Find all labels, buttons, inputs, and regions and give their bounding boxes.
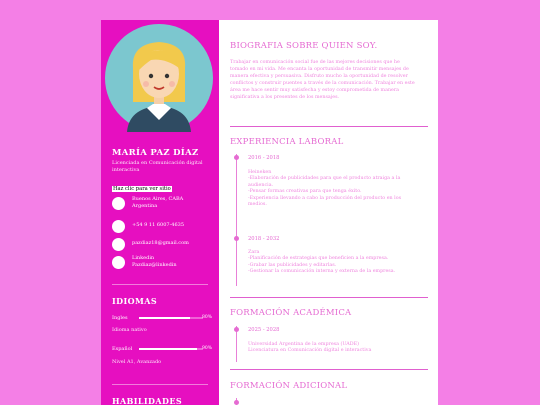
entry-line: -Gestionar la comunicación interna y externa de la empresa. [248, 269, 396, 275]
education-heading: FORMACIÓN ACADÉMICA [230, 308, 352, 318]
contact-phone [112, 219, 216, 235]
resume-main [230, 20, 429, 405]
contact-email [112, 237, 216, 253]
entry-line: -Grabar las publicidades y editarlas. [248, 262, 337, 268]
language-percent: 80% [201, 315, 212, 320]
language-name: Español [112, 346, 133, 352]
education-entry [248, 342, 428, 355]
entry-line: Heineken [248, 170, 272, 175]
languages-heading: IDIOMAS [112, 296, 158, 306]
section-divider [230, 369, 428, 370]
language-percent: 90% [201, 346, 212, 351]
profile-name: MARÍA PAZ DÍAZ [112, 148, 199, 158]
language-bar-fill [139, 348, 197, 350]
experience-dates: 2018 - 2032 [248, 236, 280, 242]
sidebar-divider [112, 284, 208, 285]
skills-heading: HABILIDADES [112, 396, 182, 405]
contact-line: +54 9 11 6007-4635 [132, 222, 185, 228]
experience-heading: EXPERIENCIA LABORAL [230, 137, 344, 147]
timeline-dot [234, 236, 239, 241]
language-bar-fill [139, 317, 190, 319]
language-note: Idioma nativo [112, 327, 147, 333]
bio-line: tomado en mi vida. Me encanta la oportunidad de transmitir mensajes de [230, 67, 409, 73]
sidebar-divider [112, 384, 208, 385]
bio-line: área me hace sentir muy satisfecha y estoy comprometida de manera [230, 88, 400, 94]
language-bar [139, 348, 203, 350]
experience-entry [248, 250, 428, 276]
experience-entry [248, 170, 428, 208]
linkedin-icon [112, 256, 125, 269]
profile-subtitle: Licenciada en Comunicación digital interactiva [112, 160, 203, 173]
resume-sidebar [101, 20, 219, 405]
website-link[interactable]: Haz clic para ver sitio [113, 186, 171, 192]
contact-line[interactable]: Linkedin [132, 255, 155, 261]
section-divider [230, 126, 428, 127]
bio-text [230, 59, 428, 102]
phone-icon [112, 220, 125, 233]
email-icon [112, 238, 125, 251]
contact-line[interactable]: Pazdiaz@linkedin [132, 262, 177, 268]
bio-line: conflictos y construir puentes a través de la comunicación. Trabajar en este [230, 81, 415, 87]
entry-line: Licenciatura en Comunicación digital e interactiva [248, 348, 372, 354]
contact-location [112, 196, 216, 212]
contact-line: Argentina [132, 203, 158, 209]
experience-dates: 2016 - 2018 [248, 155, 280, 161]
education-dates: 2025 - 2028 [248, 327, 280, 333]
resume-page [101, 20, 438, 405]
entry-line: Zara [248, 250, 260, 255]
contact-line[interactable]: pazdiaz18@gmail.com [132, 240, 189, 246]
entry-line: audiencia. [248, 182, 274, 188]
timeline-dot [234, 155, 239, 160]
timeline-dot [234, 400, 239, 405]
contact-linkedin [112, 255, 216, 271]
entry-line: medios. [248, 202, 267, 208]
entry-line: -Planificación de estrategias que beneficien a la empresa. [248, 256, 389, 262]
language-spanish [112, 346, 212, 358]
entry-line: -Experiencia llevando a cabo la producción del producto en los [248, 195, 402, 201]
entry-line: Universidad Argentina de la empresa (UADE) [248, 342, 359, 347]
bio-heading: BIOGRAFIA SOBRE QUIEN SOY. [230, 41, 378, 51]
language-english [112, 315, 212, 327]
bio-line: Trabajar en comunicación social fue de las mejores decisiones que he [230, 60, 400, 65]
profile-avatar [105, 24, 213, 132]
section-divider [230, 297, 428, 298]
entry-line: -Elaboración de publicidades para que el producto atraiga a la [248, 176, 401, 182]
language-note: Nivel A1, Avanzado [112, 359, 162, 365]
language-bar [139, 317, 203, 319]
timeline-line [236, 154, 237, 286]
timeline-dot [234, 327, 239, 332]
bio-line: significativa a los presentes de los mensajes. [230, 95, 340, 101]
entry-line: -Pensar formas creativas para que tenga éxito. [248, 189, 362, 195]
location-icon [112, 197, 125, 210]
additional-heading: FORMACIÓN ADICIONAL [230, 381, 348, 391]
contact-line: Buenos Aires, CABA [132, 196, 184, 202]
language-name: Ingles [112, 315, 128, 321]
bio-line: manera efectiva y persuasiva. Disfruto mucho la oportunidad de resolver [230, 74, 408, 80]
